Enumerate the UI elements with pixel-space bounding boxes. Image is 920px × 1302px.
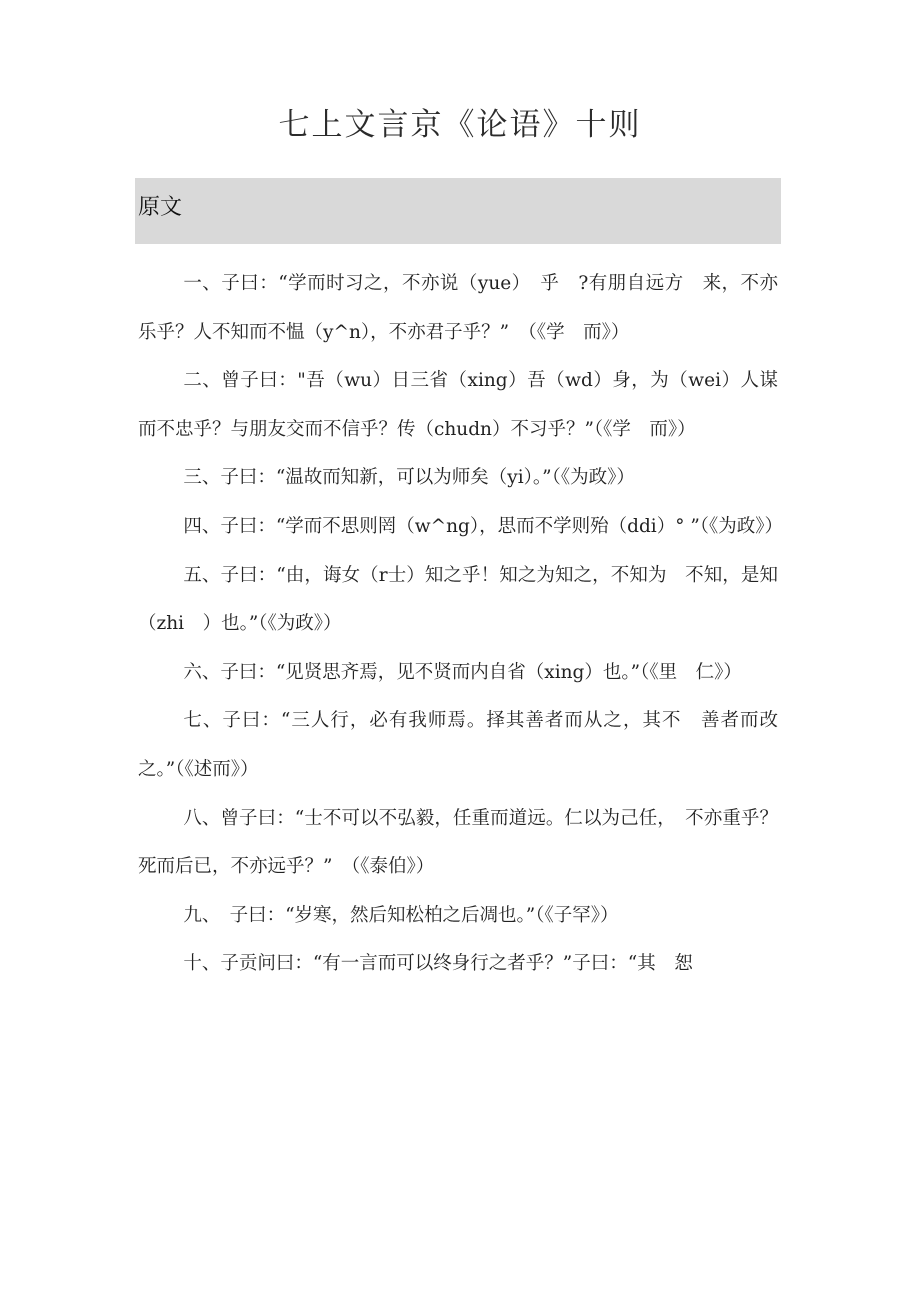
passage-1: 一、子曰：“学而时习之，不亦说（yue） 乎 ?有朋自远方 来，不亦乐乎？人不知而不愠（y^n），不亦君子乎？” （《学 而》） bbox=[138, 273, 778, 343]
passage-3: 三、子曰：“温故而知新，可以为师矣（yi）。”（《为政》） bbox=[183, 467, 635, 489]
original-text-body bbox=[138, 260, 784, 989]
passage-2: 二、曾子曰："吾（wu）日三省（xing）吾（wd）身，为（wei）人谋而不忠乎？与朋友交而不信乎？传（chudn）不习乎？”（《学 而》） bbox=[138, 370, 778, 440]
passage-8: 八、曾子曰：“士不可以不弘毅，任重而道远。仁以为己任， 不亦重乎？死而后已，不亦远乎？” （《泰伯》） bbox=[138, 807, 778, 878]
document-title: 七上文言京《论语》十则 bbox=[278, 107, 642, 143]
passage-5: 五、子曰：“由，诲女（r士）知之乎！知之为知之，不知为 不知，是知（zhi ）也。”（《为政》） bbox=[138, 564, 778, 635]
passage-6: 六、子曰：“见贤思齐焉，见不贤而内自省（xing）也。”（《里 仁》） bbox=[183, 661, 742, 683]
passage-10: 十、子贡问曰：“有一言而可以终身行之者乎？”子曰：“其 恕 bbox=[183, 953, 693, 975]
section-header bbox=[135, 178, 781, 244]
passage-7: 七、子曰：“三人行，必有我师焉。择其善者而从之，其不 善者而改之。”（《述而》） bbox=[138, 710, 778, 780]
section-label: 原文 bbox=[138, 195, 183, 220]
passage-4: 四、子曰：“学而不思则罔（w^ng），思而不学则殆（ddi）° ”（《为政》） bbox=[183, 515, 784, 537]
passage-9: 九、 子曰：“岁寒，然后知松柏之后凋也。”（《子罕》） bbox=[183, 904, 619, 926]
